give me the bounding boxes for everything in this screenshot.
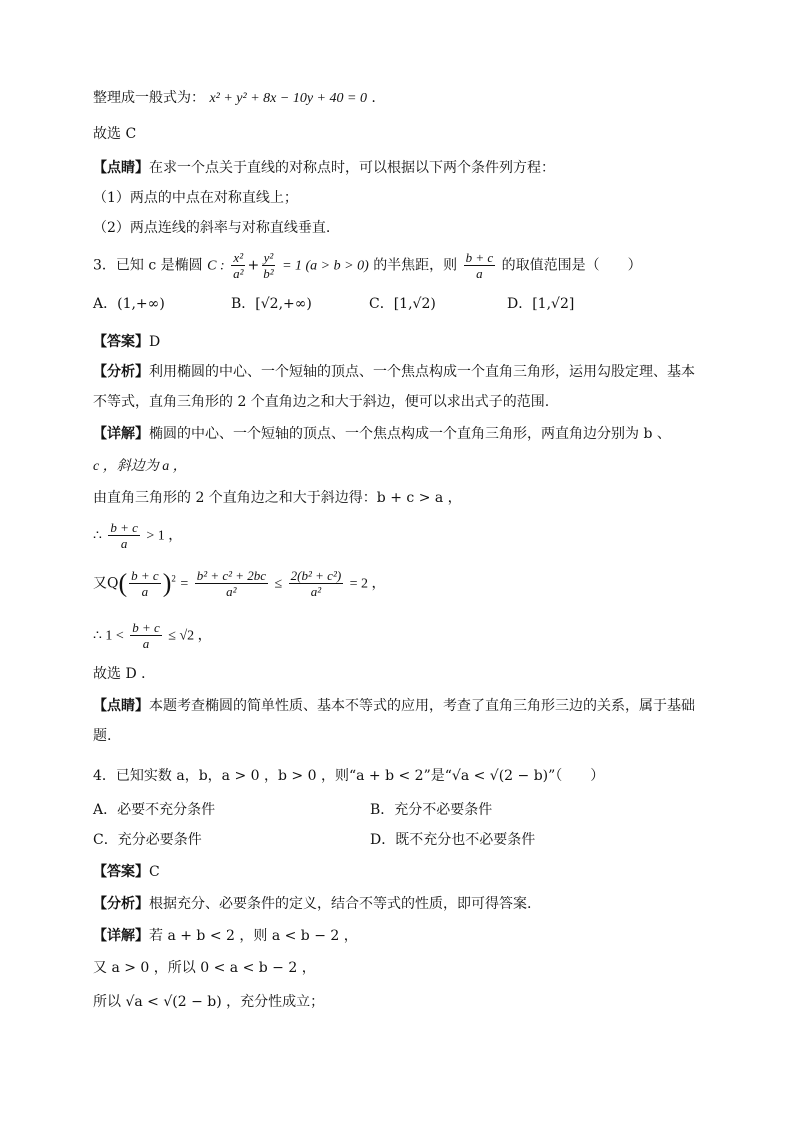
option-d: D．[1,√2]	[507, 296, 575, 312]
option-b: B．[√2,+∞)	[231, 296, 312, 312]
inequality: > 1 ，	[146, 528, 183, 544]
fraction-bc-over-a	[464, 250, 496, 281]
text-line	[93, 894, 704, 916]
analysis-text: 利用椭圆的中心、一个短轴的顶点、一个焦点构成一个直角三角形，运用勾股定理、基本	[149, 364, 695, 380]
detail-text: 由直角三角形的 2 个直角边之和大于斜边得：b + c > a ，	[93, 490, 462, 506]
numerator: 2(b² + c²)	[290, 568, 342, 583]
fraction-bc-over-a	[129, 568, 161, 599]
analysis-tag: 【分析】	[93, 896, 149, 912]
condition-2: （2）两点连线的斜率与对称直线垂直.	[93, 220, 331, 236]
text-line	[93, 456, 704, 478]
analysis-tag: 【分析】	[93, 364, 149, 380]
tip-text: 本题考查椭圆的简单性质、基本不等式的应用，考查了直角三角形三边的关系，属于基础	[149, 698, 695, 714]
choice-text: 故选 D ．	[93, 666, 156, 682]
text-line	[93, 862, 704, 884]
period: .	[371, 90, 376, 106]
tip-tag: 【点睛】	[93, 698, 149, 714]
tip-text: 题.	[93, 728, 112, 744]
fraction-bc-over-a	[130, 620, 162, 651]
numerator: y²	[263, 250, 274, 265]
denominator: a	[476, 266, 483, 281]
denominator: a²	[310, 584, 322, 599]
text-line	[93, 88, 704, 110]
detail-text: c ，斜边为 a ，	[93, 459, 187, 474]
therefore-symbol: ∴	[93, 528, 102, 544]
detail-tag: 【详解】	[93, 928, 149, 944]
detail-text: 椭圆的中心、一个短轴的顶点、一个焦点构成一个直角三角形，两直角边分别为 b 、	[149, 426, 671, 442]
ellipse-label: C :	[207, 258, 225, 274]
analysis-text: 不等式，直角三角形的 2 个直角边之和大于斜边，便可以求出式子的范围.	[93, 394, 550, 410]
q3-suffix: 的取值范围是（ ）	[501, 257, 642, 274]
q3-prefix: 3．已知 c 是椭圆	[93, 257, 203, 274]
option-c: C．[1,√2)	[369, 296, 436, 312]
detail-text: 所以 √a < √(2 − b) ，充分性成立；	[93, 994, 325, 1010]
choice-text: 故选 C	[93, 126, 137, 142]
tip-text: 在求一个点关于直线的对称点时，可以根据以下两个条件列方程：	[149, 160, 555, 176]
q3-mid: 的半焦距，则	[373, 257, 458, 274]
option-c: C．充分必要条件	[93, 832, 202, 848]
text-line	[93, 664, 704, 686]
fraction-upper-bound	[289, 568, 344, 599]
equals: =	[180, 576, 189, 592]
answer-value: D	[149, 334, 161, 350]
question-4-options-row1	[93, 800, 704, 822]
q4-text: 4．已知实数 a，b，a > 0 ，b > 0 ，则“a + b < 2”是“√a < √(2 − b)”（ ）	[93, 768, 605, 784]
text-line	[93, 958, 704, 980]
paren-close: )	[162, 568, 172, 598]
numerator: x²	[233, 250, 244, 265]
analysis-text: 根据充分、必要条件的定义，结合不等式的性质，即可得答案.	[149, 896, 532, 912]
math-line: 又Q( $\frac{b + c}{a}$ )$^2$ = $\frac{\text{b² + c² + 2bc}}{\text{a²}}$ ≤ $\frac{\text{2(b² + c²)}}{\text{a²}}$ = 2 ，	[93, 568, 386, 599]
fraction-bc-over-a	[108, 520, 140, 551]
text-line	[93, 726, 704, 748]
text-line	[93, 332, 704, 354]
text-line	[93, 488, 704, 510]
option-a: A．(1,+∞)	[93, 296, 165, 312]
fraction-y	[261, 250, 275, 281]
denominator: a	[141, 584, 149, 599]
option-a: A．必要不充分条件	[93, 802, 216, 818]
fraction-x	[231, 250, 245, 281]
answer-value: C	[149, 864, 160, 880]
numerator: b + c	[465, 250, 494, 265]
text-line	[93, 392, 704, 414]
denominator: a²	[233, 266, 244, 281]
paren-open: (	[118, 568, 128, 598]
circle-equation: x² + y² + 8x − 10y + 40 = 0	[209, 91, 367, 106]
also-label: 又Q	[93, 575, 119, 592]
text-line	[93, 926, 704, 948]
numerator: b + c	[131, 568, 159, 583]
question-4-stem	[93, 766, 704, 788]
denominator: a	[142, 636, 150, 651]
text-line	[93, 158, 704, 180]
text-line	[93, 362, 704, 384]
denominator: b²	[263, 266, 274, 281]
detail-text: 若 a + b < 2 ，则 a < b − 2 ，	[149, 928, 358, 944]
option-b: B．充分不必要条件	[370, 802, 493, 818]
general-form-label: 整理成一般式为：	[93, 90, 205, 106]
ellipse-rhs: = 1 (a > b > 0)	[282, 258, 369, 274]
detail-text: 又 a > 0 ，所以 0 < a < b − 2 ，	[93, 960, 316, 976]
math-line	[93, 620, 704, 654]
text-line	[93, 992, 704, 1014]
less-equal: ≤	[274, 576, 283, 592]
option-d: D．既不充分也不必要条件	[370, 832, 536, 848]
denominator: a²	[226, 584, 237, 599]
question-3-stem: 3．已知 c 是椭圆 C : $\frac{\text{x²}}{\text{a²}}$ + $\frac{\text{y²}}{\text{b²}}$ = 1 (a > b > 0) 的半焦距，则 $\frac{b + c}{a}$ 的取值范围是（ ）	[93, 250, 642, 281]
denominator: a	[120, 536, 128, 551]
condition-1: （1）两点的中点在对称直线上；	[93, 190, 298, 206]
tip-tag: 【点睛】	[93, 160, 149, 176]
upper-bound: ≤ √2 ，	[168, 628, 212, 644]
therefore-bound: ∴ 1 <	[93, 628, 124, 644]
text-line	[93, 218, 704, 240]
math-line	[93, 520, 704, 554]
question-3-options	[93, 294, 704, 316]
answer-tag: 【答案】	[93, 864, 149, 880]
text-line	[93, 124, 704, 146]
text-line	[93, 696, 704, 718]
fraction-expanded	[195, 568, 268, 599]
text-line	[93, 424, 704, 446]
text-line	[93, 188, 704, 210]
equals-two: = 2 ，	[349, 576, 386, 592]
numerator: b² + c² + 2bc	[196, 568, 267, 583]
numerator: b + c	[132, 620, 160, 635]
question-4-options-row2	[93, 830, 704, 852]
answer-tag: 【答案】	[93, 334, 149, 350]
numerator: b + c	[110, 520, 138, 535]
detail-tag: 【详解】	[93, 426, 149, 442]
